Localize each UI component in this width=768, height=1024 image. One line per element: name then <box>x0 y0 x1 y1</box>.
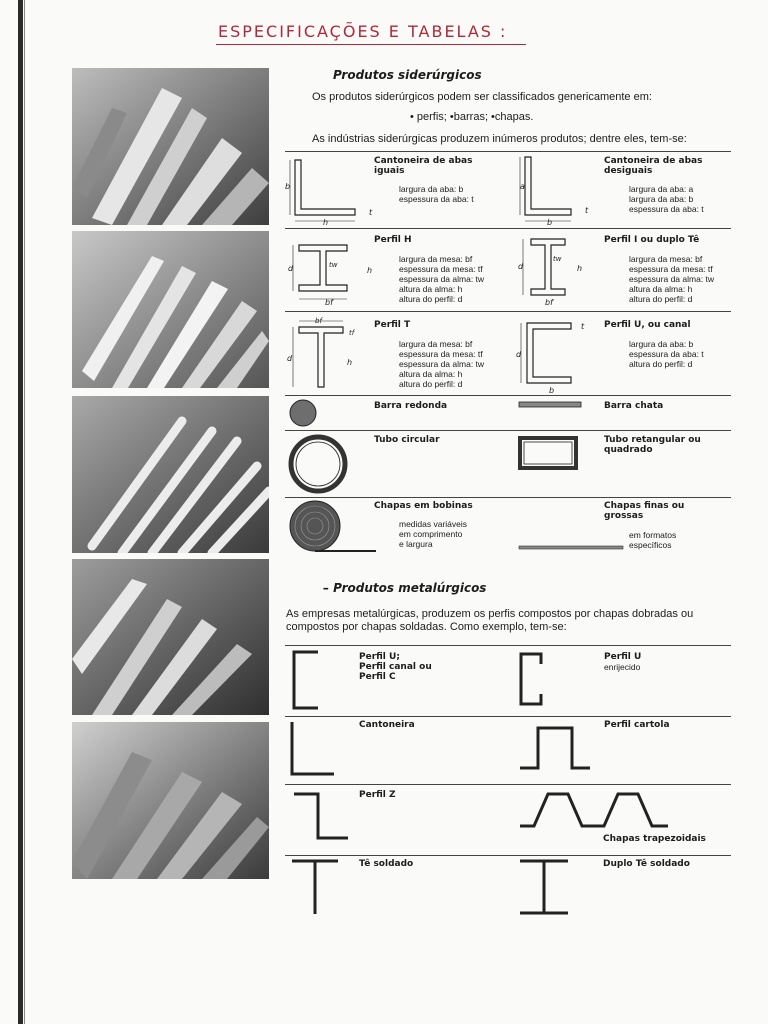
item-flat-bar-label: Barra chata <box>604 401 664 411</box>
angle-unequal-icon <box>515 155 595 225</box>
divider <box>285 784 731 785</box>
divider <box>285 151 731 152</box>
item-flat-sheet-dims: em formatos específicos <box>629 530 677 550</box>
photo-tee-bars <box>72 722 269 879</box>
svg-text:tf: tf <box>349 329 355 337</box>
item-profile-t-label: Perfil T <box>374 320 411 330</box>
item-flat-sheet-label: Chapas finas ou grossas <box>604 501 685 521</box>
section-metalurgicos-heading: – Produtos metalúrgicos <box>323 581 487 595</box>
svg-text:t: t <box>581 322 585 331</box>
item-profile-i-label: Perfil I ou duplo Tê <box>604 235 700 245</box>
item-rect-tube-label: Tubo retangular ou quadrado <box>604 435 701 455</box>
item-angle-unequal-label: Cantoneira de abas desiguais <box>604 156 703 176</box>
item-hat-label: Perfil cartola <box>604 720 670 730</box>
item-profile-h-label: Perfil H <box>374 235 412 245</box>
profile-z-icon <box>288 790 358 848</box>
item-angle-equal-label: Cantoneira de abas iguais <box>374 156 473 176</box>
svg-text:h: h <box>347 358 353 367</box>
svg-text:h: h <box>367 266 373 275</box>
item-angle-equal-dims: largura da aba: b espessura da aba: t <box>399 184 474 204</box>
profile-t-icon <box>285 315 375 393</box>
item-u-folded-label: Perfil U; Perfil canal ou Perfil C <box>359 652 432 682</box>
flat-sheet-icon <box>518 544 628 552</box>
divider <box>285 395 731 396</box>
angle-folded-icon <box>288 720 338 780</box>
rect-tube-icon <box>518 436 578 471</box>
svg-text:b: b <box>285 182 291 191</box>
svg-text:t: t <box>585 206 589 215</box>
metalurgicos-intro: As empresas metalúrgicas, produzem os perfis compostos por chapas dobradas ou compostos por chapas soldadas. Como exemplo, tem-se: <box>286 608 694 633</box>
angle-equal-icon <box>285 155 380 225</box>
item-angle-unequal-dims: largura da aba: a largura da aba: b espessura da aba: t <box>629 184 704 214</box>
round-bar-icon <box>288 398 318 428</box>
divider <box>285 645 731 646</box>
svg-text:bf: bf <box>325 298 333 307</box>
svg-text:a: a <box>520 182 525 191</box>
item-profile-u-dims: largura da aba: b espessura da aba: t altura do perfil: d <box>629 339 704 369</box>
svg-text:b: b <box>547 218 553 225</box>
svg-text:d: d <box>287 354 293 363</box>
item-trapezoidal-label: Chapas trapezoidais <box>603 834 706 844</box>
divider <box>285 716 731 717</box>
divider <box>285 311 731 312</box>
svg-text:bf: bf <box>545 298 553 306</box>
scan-edge-shadow <box>18 0 23 1024</box>
profile-u-folded-icon <box>288 650 328 712</box>
trapezoidal-sheet-icon <box>518 788 698 833</box>
item-coil-dims: medidas variáveis em comprimento e largura <box>399 519 468 549</box>
item-profile-h-dims: largura da mesa: bf espessura da mesa: tf espessura da alma: tw altura da alma: h altura do perfil: d <box>399 254 485 304</box>
item-round-bar-label: Barra redonda <box>374 401 448 411</box>
item-welded-tee-label: Tê soldado <box>359 859 414 869</box>
photo-flat-bars <box>72 231 269 388</box>
item-circular-tube-label: Tubo circular <box>374 435 440 445</box>
photo-angle-bars <box>72 68 269 225</box>
divider <box>285 228 731 229</box>
svg-text:b: b <box>549 386 555 395</box>
siderurgicos-intro2: As indústrias siderúrgicas produzem inúmeros produtos; dentre eles, tem-se: <box>312 133 687 145</box>
svg-text:h: h <box>323 218 329 225</box>
item-u-stiffened-label: Perfil U <box>604 652 642 662</box>
svg-text:d: d <box>518 262 524 271</box>
divider <box>285 430 731 431</box>
item-angle-folded-label: Cantoneira <box>359 720 415 730</box>
siderurgicos-intro: Os produtos siderúrgicos podem ser classificados genericamente em: <box>312 91 652 103</box>
welded-tee-icon <box>290 858 340 918</box>
profile-u-icon <box>515 315 595 395</box>
item-u-stiffened-sub: enrijecido <box>604 662 641 672</box>
page-title: ESPECIFICAÇÕES E TABELAS : <box>218 22 508 41</box>
coil-sheet-icon <box>288 500 378 555</box>
welded-double-tee-icon <box>518 858 573 918</box>
photo-channel-bars <box>72 559 269 715</box>
flat-bar-icon <box>518 401 583 409</box>
item-z-label: Perfil Z <box>359 790 396 800</box>
item-welded-double-tee-label: Duplo Tê soldado <box>603 859 690 869</box>
circular-tube-icon <box>288 434 348 494</box>
item-coil-label: Chapas em bobinas <box>374 501 473 511</box>
svg-text:d: d <box>288 264 294 273</box>
svg-text:tw: tw <box>553 255 562 263</box>
svg-text:t: t <box>369 208 373 217</box>
item-profile-i-dims: largura da mesa: bf espessura da mesa: tf espessura da alma: tw altura da alma: h altura do perfil: d <box>629 254 715 304</box>
svg-text:d: d <box>516 350 522 359</box>
svg-text:bf: bf <box>315 317 322 325</box>
profile-h-icon <box>285 233 380 308</box>
item-profile-u-label: Perfil U, ou canal <box>604 320 691 330</box>
svg-text:tw: tw <box>329 261 338 269</box>
section-siderurgicos-heading: Produtos siderúrgicos <box>333 68 482 82</box>
scan-edge-line <box>24 0 25 1024</box>
siderurgicos-types: • perfis; •barras; •chapas. <box>410 111 534 123</box>
divider <box>285 497 731 498</box>
title-underline <box>216 44 526 45</box>
divider <box>285 855 731 856</box>
profile-u-stiffened-icon <box>515 650 565 708</box>
profile-i-icon <box>515 231 595 306</box>
hat-profile-icon <box>518 720 598 775</box>
photo-round-bars <box>72 396 269 553</box>
item-profile-t-dims: largura da mesa: bf espessura da mesa: tf espessura da alma: tw altura da alma: h altura do perfil: d <box>399 339 485 389</box>
svg-text:h: h <box>577 264 583 273</box>
